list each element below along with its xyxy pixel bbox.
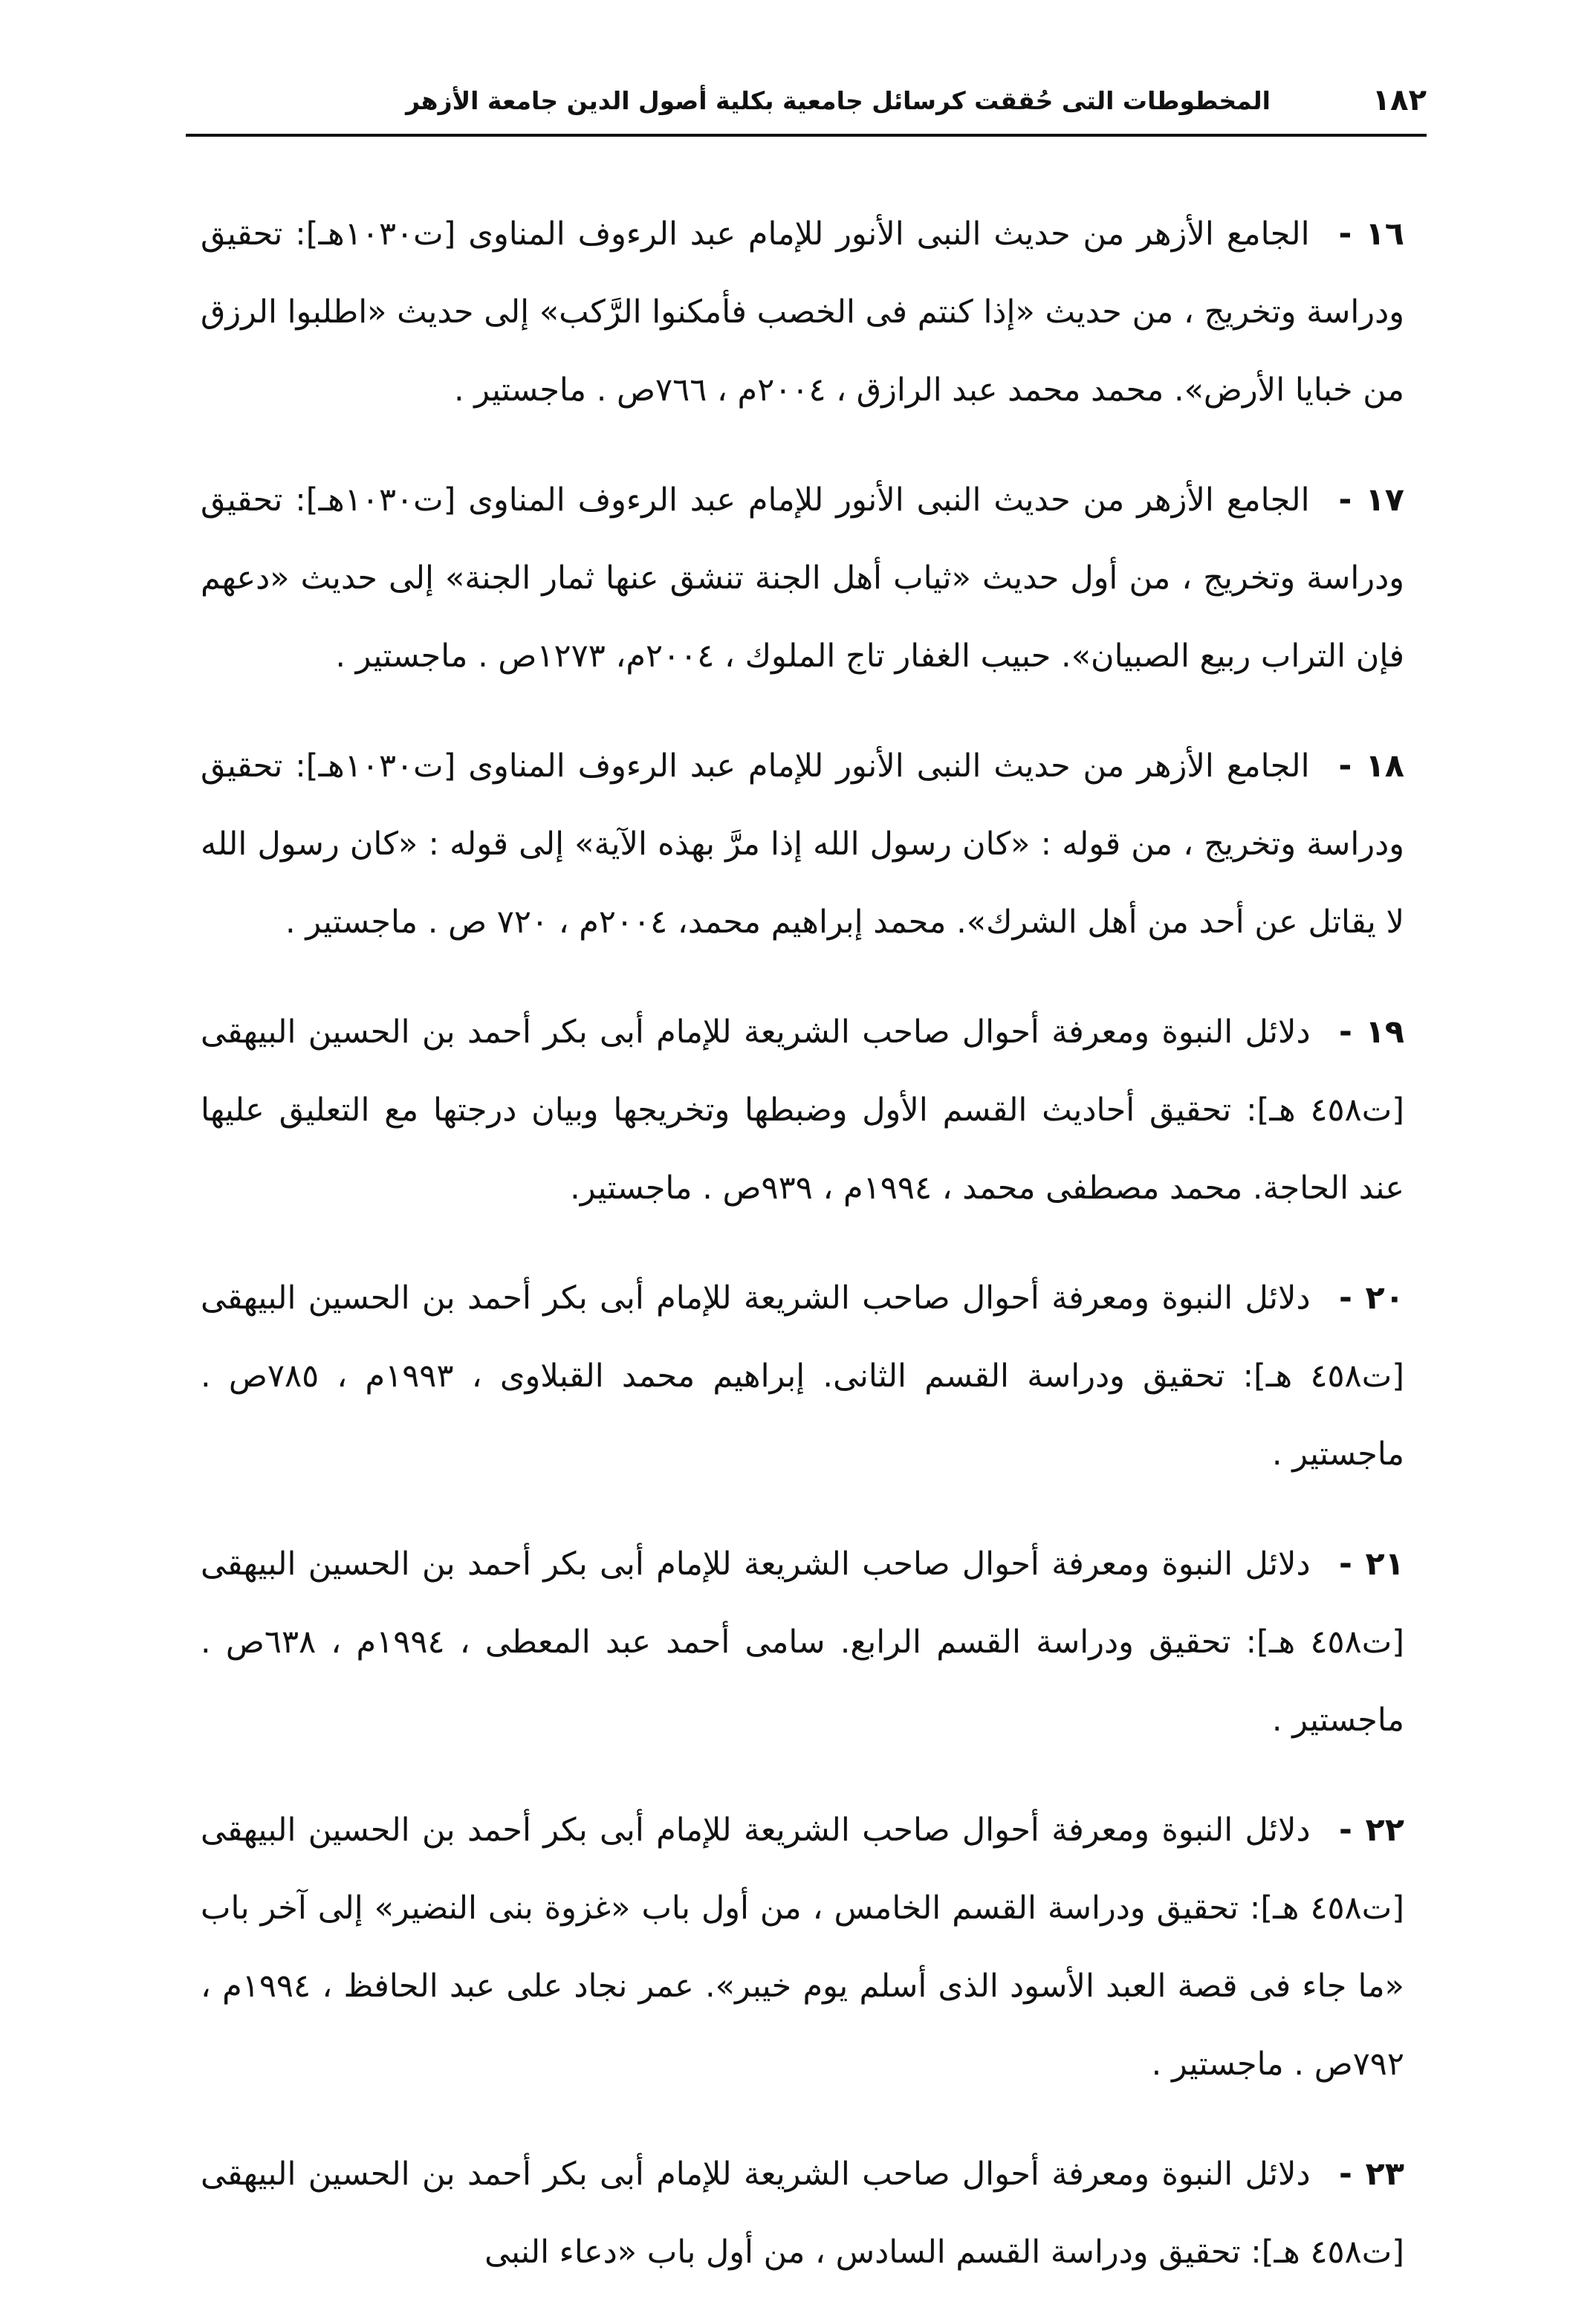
bibliography-entry-18 <box>201 727 1404 962</box>
entry-text: دلائل النبوة ومعرفة أحوال صاحب الشريعة للإمام أبى بكر أحمد بن الحسين البيهقى [ت٤٥٨ هـ]: تحقيق ودراسة القسم الثانى. إبراهيم محمد القبلاوى ، ١٩٩٣م ، ٧٨٥ص . ماجستير . <box>201 1280 1404 1473</box>
entry-text: دلائل النبوة ومعرفة أحوال صاحب الشريعة للإمام أبى بكر أحمد بن الحسين البيهقى [ت٤٥٨ هـ]: تحقيق ودراسة القسم السادس ، من أول باب «دعاء النبى <box>201 2156 1404 2271</box>
bibliography-entry-20 <box>201 1259 1404 1494</box>
bibliography-entry-23 <box>201 2136 1404 2292</box>
page-number: ١٨٢ <box>1372 83 1427 117</box>
entry-number: ٢٣ - <box>1339 2156 1405 2193</box>
entry-text: الجامع الأزهر من حديث النبى الأنور للإمام عبد الرءوف المناوى [ت١٠٣٠هـ]: تحقيق ودراسة وتخريج ، من حديث «إذا كنتم فى الخصب فأمكنوا الرَّكب» إلى حديث «اطلبوا الرزق من خبايا الأرض». محمد محمد عبد الرازق ، ٢٠٠٤م ، ٧٦٦ص . ماجستير . <box>201 215 1404 409</box>
bibliography-list <box>201 163 1404 2299</box>
bibliography-entry-17 <box>201 461 1404 695</box>
entry-text: الجامع الأزهر من حديث النبى الأنور للإمام عبد الرءوف المناوى [ت١٠٣٠هـ]: تحقيق ودراسة وتخريج ، من أول حديث «ثياب أهل الجنة تنشق عنها ثمار الجنة» إلى حديث «دعهم فإن التراب ربيع الصبيان». حبيب الغفار تاج الملوك ، ٢٠٠٤م، ١٢٧٣ص . ماجستير . <box>201 481 1404 675</box>
entry-text: دلائل النبوة ومعرفة أحوال صاحب الشريعة للإمام أبى بكر أحمد بن الحسين البيهقى [ت٤٥٨ هـ]: تحقيق ودراسة القسم الخامس ، من أول باب «غزوة بنى النضير» إلى آخر باب «ما جاء فى قصة العبد الأسود الذى أسلم يوم خيبر». عمر نجاد على عبد الحافظ ، ١٩٩٤م ، ٧٩٢ص . ماجستير . <box>201 1812 1404 2083</box>
entry-number: ١٦ - <box>1338 215 1404 253</box>
bibliography-entry-22 <box>201 1791 1404 2104</box>
running-header <box>186 74 1427 132</box>
bibliography-entry-21 <box>201 1525 1404 1760</box>
running-title: المخطوطات التى حُققت كرسائل جامعية بكلية أصول الدين جامعة الأزهر <box>406 86 1271 115</box>
entry-number: ١٩ - <box>1339 1014 1405 1051</box>
bibliography-entry-19 <box>201 993 1404 1228</box>
bibliography-entry-16 <box>201 195 1404 429</box>
entry-text: دلائل النبوة ومعرفة أحوال صاحب الشريعة للإمام أبى بكر أحمد بن الحسين البيهقى [ت٤٥٨ هـ]: تحقيق أحاديث القسم الأول وضبطها وتخريجها وبيان درجتها مع التعليق عليها عند الحاجة. محمد مصطفى محمد ، ١٩٩٤م ، ٩٣٩ص . ماجستير. <box>201 1014 1404 1207</box>
entry-text: دلائل النبوة ومعرفة أحوال صاحب الشريعة للإمام أبى بكر أحمد بن الحسين البيهقى [ت٤٥٨ هـ]: تحقيق ودراسة القسم الرابع. سامى أحمد عبد المعطى ، ١٩٩٤م ، ٦٣٨ص . ماجستير . <box>201 1546 1405 1739</box>
entry-number: ١٨ - <box>1338 748 1404 785</box>
entry-number: ١٧ - <box>1338 481 1404 519</box>
entry-number: ٢٠ - <box>1339 1280 1405 1317</box>
entry-text: الجامع الأزهر من حديث النبى الأنور للإمام عبد الرءوف المناوى [ت١٠٣٠هـ]: تحقيق ودراسة وتخريج ، من قوله : «كان رسول الله إذا مرَّ بهذه الآية» إلى قوله : «كان رسول الله لا يقاتل عن أحد من أهل الشرك». محمد إبراهيم محمد، ٢٠٠٤م ، ٧٢٠ ص . ماجستير . <box>201 748 1404 941</box>
entry-number: ٢٢ - <box>1339 1812 1405 1849</box>
entry-number: ٢١ - <box>1339 1546 1405 1583</box>
header-divider <box>186 134 1427 137</box>
